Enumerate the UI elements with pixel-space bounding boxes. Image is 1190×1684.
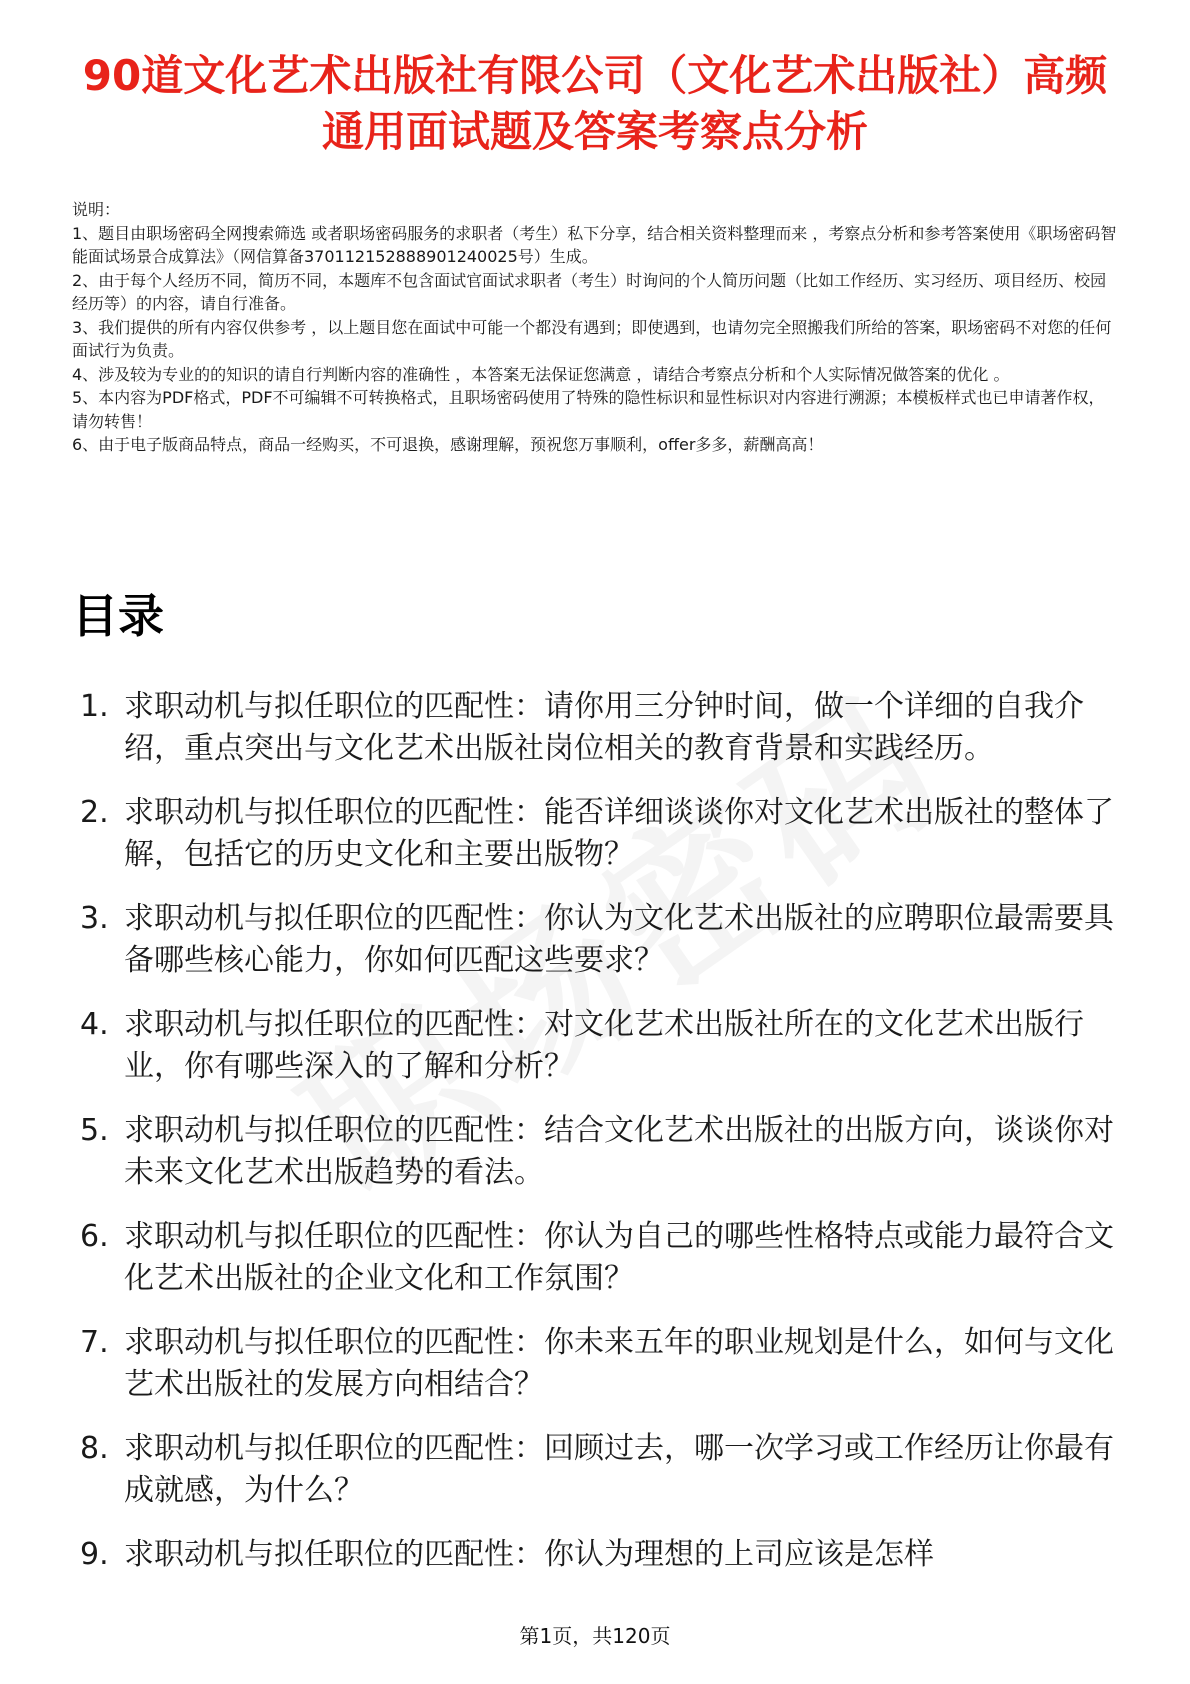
toc-item-text: 求职动机与拟任职位的匹配性：对文化艺术出版社所在的文化艺术出版行业，你有哪些深入的了解和分析？ (124, 1007, 1084, 1084)
toc-item[interactable] (72, 1534, 1124, 1576)
toc-item-text: 求职动机与拟任职位的匹配性：你认为自己的哪些性格特点或能力最符合文化艺术出版社的企业文化和工作氛围？ (124, 1219, 1114, 1296)
toc-item-number: 1. (80, 689, 109, 724)
toc-item[interactable] (72, 1004, 1124, 1088)
toc-item-number: 4. (80, 1007, 109, 1042)
toc-item-text: 求职动机与拟任职位的匹配性：你未来五年的职业规划是什么，如何与文化艺术出版社的发展方向相结合？ (124, 1325, 1114, 1402)
toc-item[interactable] (72, 792, 1124, 876)
toc-item-text: 求职动机与拟任职位的匹配性：你认为文化艺术出版社的应聘职位最需要具备哪些核心能力，你如何匹配这些要求？ (124, 901, 1114, 978)
toc-item[interactable] (72, 898, 1124, 982)
toc-item-text: 求职动机与拟任职位的匹配性：你认为理想的上司应该是怎样 (124, 1537, 934, 1572)
document-title: 90道文化艺术出版社有限公司（文化艺术出版社）高频通用面试题及答案考察点分析 (82, 51, 1108, 156)
notes-heading: 说明： (72, 200, 121, 219)
toc-item-text: 求职动机与拟任职位的匹配性：请你用三分钟时间，做一个详细的自我介绍，重点突出与文化艺术出版社岗位相关的教育背景和实践经历。 (124, 689, 1084, 766)
note-item: 5、本内容为PDF格式，PDF不可编辑不可转换格式，且职场密码使用了特殊的隐性标识和显性标识对内容进行溯源；本模板样式也已申请著作权，请勿转售！ (72, 388, 1105, 431)
toc-item-number: 3. (80, 901, 109, 936)
note-item: 6、由于电子版商品特点，商品一经购买，不可退换，感谢理解，预祝您万事顺利，offer多多，薪酬高高！ (72, 435, 824, 454)
toc-item-text: 求职动机与拟任职位的匹配性：结合文化艺术出版社的出版方向，谈谈你对未来文化艺术出版趋势的看法。 (124, 1113, 1114, 1190)
toc-item-number: 5. (80, 1113, 109, 1148)
toc-item[interactable] (72, 1110, 1124, 1194)
note-item: 3、我们提供的所有内容仅供参考 ，以上题目您在面试中可能一个都没有遇到；即使遇到，也请勿完全照搬我们所给的答案，职场密码不对您的任何面试行为负责。 (72, 317, 1112, 360)
toc-item-text: 求职动机与拟任职位的匹配性：能否详细谈谈你对文化艺术出版社的整体了解，包括它的历史文化和主要出版物？ (124, 795, 1114, 872)
notes-section (72, 198, 1118, 457)
toc-item-number: 6. (80, 1219, 109, 1254)
toc-item-number: 2. (80, 795, 109, 830)
toc-item[interactable] (72, 1216, 1124, 1300)
note-item: 4、涉及较为专业的的知识的请自行判断内容的准确性 ，本答案无法保证您满意 ，请结合考察点分析和个人实际情况做答案的优化 。 (72, 364, 1010, 384)
toc-item[interactable] (72, 1322, 1124, 1406)
page-footer: 第1页，共120页 (519, 1624, 671, 1648)
toc-item-number: 9. (80, 1537, 109, 1572)
toc-list (72, 686, 1124, 1598)
note-item: 2、由于每个人经历不同，简历不同，本题库不包含面试官面试求职者（考生）时询问的个人简历问题（比如工作经历、实习经历、项目经历、校园经历等）的内容，请自行准备。 (72, 270, 1107, 313)
toc-item[interactable] (72, 1428, 1124, 1512)
toc-item-text: 求职动机与拟任职位的匹配性：回顾过去，哪一次学习或工作经历让你最有成就感，为什么？ (124, 1431, 1114, 1508)
toc-item-number: 7. (80, 1325, 109, 1360)
toc-heading: 目录 (72, 589, 164, 643)
toc-item[interactable] (72, 686, 1124, 770)
toc-item-number: 8. (80, 1431, 109, 1466)
note-item: 1、题目由职场密码全网搜索筛选 或者职场密码服务的求职者（考生）私下分享，结合相关资料整理而来 ，考察点分析和参考答案使用《职场密码智能面试场景合成算法》（网信算备370112152888901240025号）生成。 (72, 223, 1117, 266)
